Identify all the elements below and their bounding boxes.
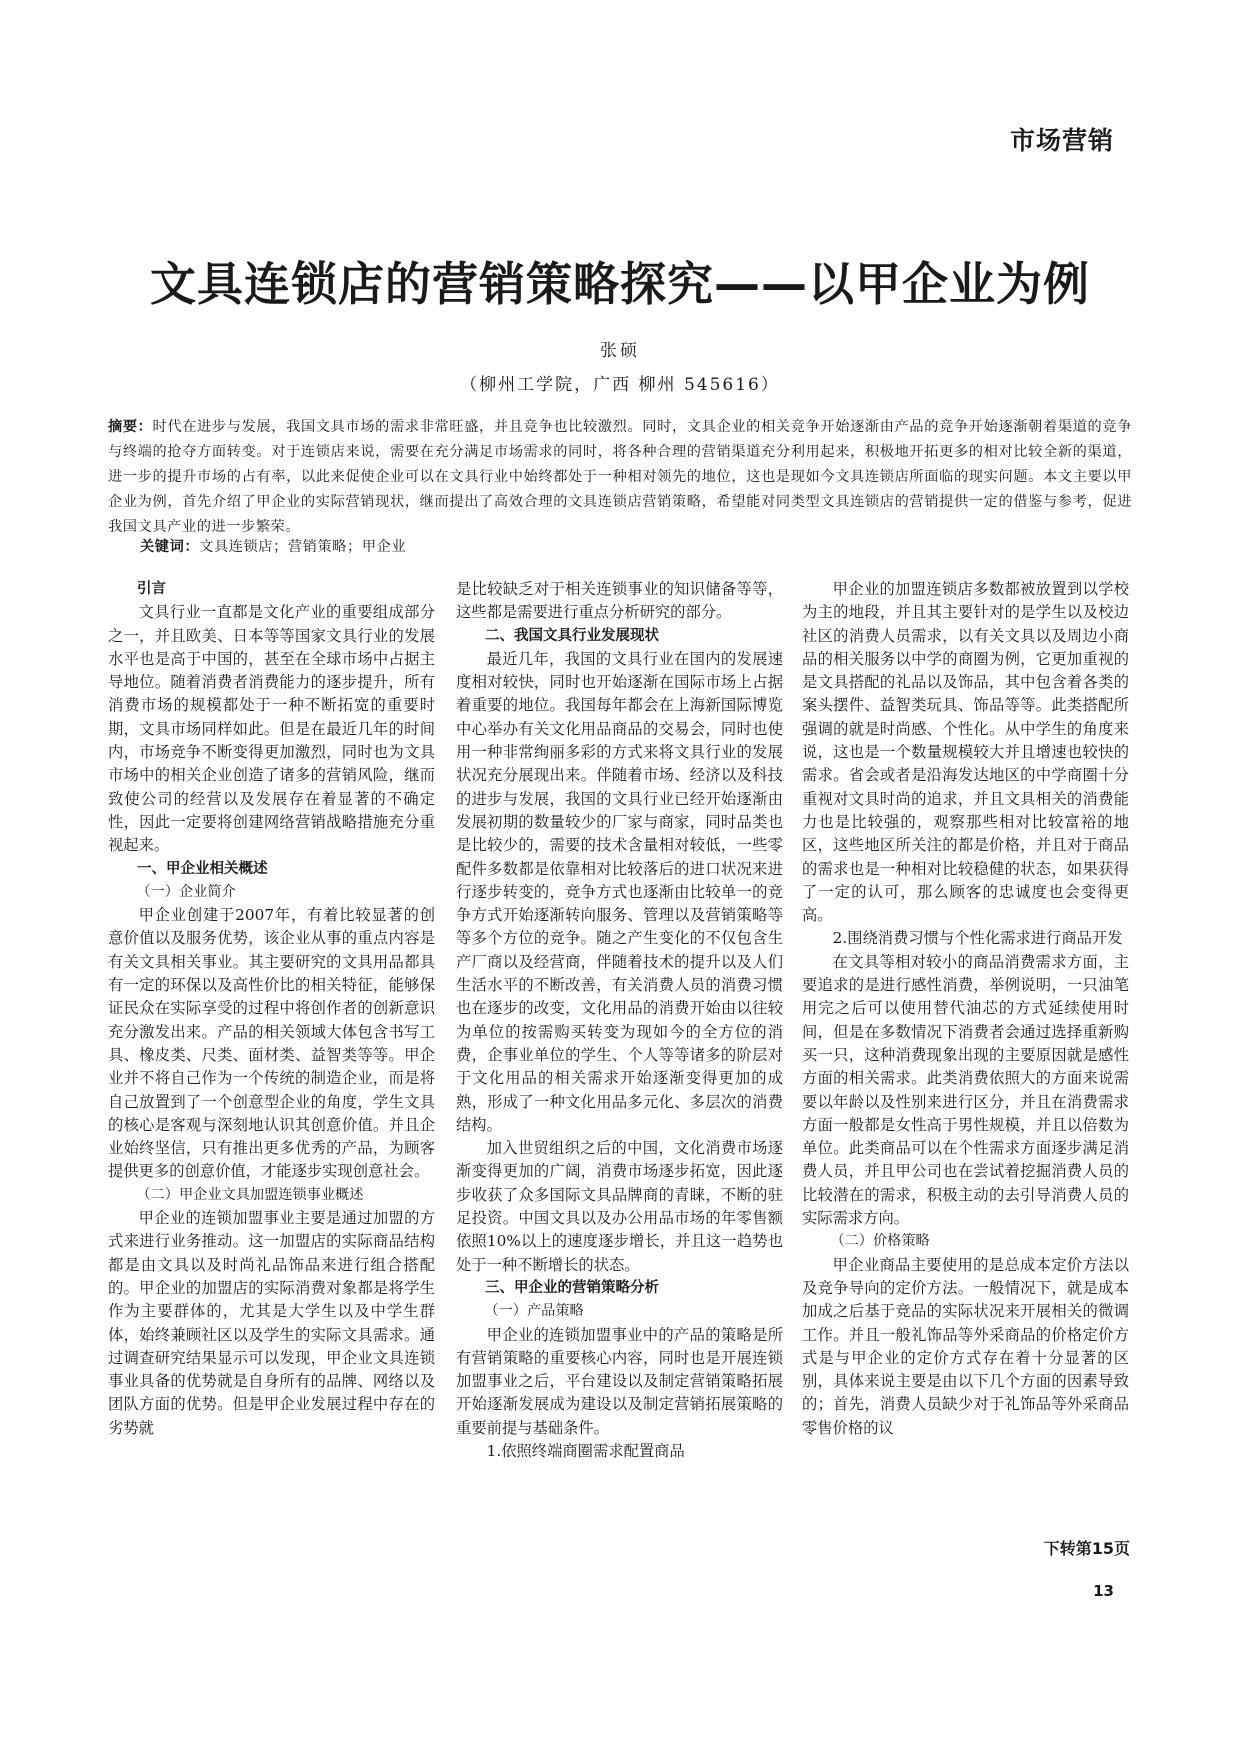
paragraph: 最近几年，我国的文具行业在国内的发展速度相对较快，同时也开始逐渐在国际市场上占据着重要的地位。我国每年都会在上海新国际博览中心举办有关文化用品商品的交易会，同时也使用一种非常绚丽多彩的方式来将文具行业的发展状况充分展现出来。伴随着市场、经济以及科技的进步与发展，我国的文具行业已经开始逐渐由发展初期的数量较少的厂家与商家，同时品类也是比较少的，需要的技术含量相对较低，一些零配件多数都是依靠相对比较落后的进口状况来进行逐步转变的，竞争方式也逐渐由比较单一的竞争方式开始逐渐转向服务、管理以及营销策略等等多个方位的竞争。随之产生变化的不仅包含生产厂商以及经营商，伴随着技术的提升以及人们生活水平的不断改善，有关消费人员的消费习惯也在逐步的改变，文化用品的消费开始由以往较为单位的按需购买转变为现如今的全方位的消费，企事业单位的学生、个人等等诸多的阶层对于文化用品的相关需求开始逐渐变得更加的成熟，形成了一种文化用品多元化、多层次的消费结构。 xyxy=(456,649,783,1134)
abstract-label: 摘要： xyxy=(108,419,153,435)
section-tag: 市场营销 xyxy=(1009,126,1114,155)
paragraph: 甲企业商品主要使用的是总成本定价方法以及竞争导向的定价方法。一般情况下，就是成本加成之后基于竞品的实际状况来开展相关的微调工作。并且一般礼饰品等外采商品的价格定价方式是与甲企业的定价方式存在着十分显著的区别，具体来说主要是由以下几个方面的因素导致的；首先，消费人员缺少对于礼饰品等外采商品零售价格的议 xyxy=(802,1255,1129,1437)
section-heading: 二、我国文具行业发展现状 xyxy=(485,627,659,644)
keywords xyxy=(140,536,406,556)
paragraph: 加入世贸组织之后的中国，文化消费市场逐渐变得更加的广阔，消费市场逐步拓宽，因此逐步收获了众多国际文具品牌商的青睐，不断的驻足投资。中国文具以及办公用品市场的年零售额依照10%以上的速度逐步增长，并且这一趋势也处于一种不断增长的状态。 xyxy=(456,1139,783,1274)
body-column-3 xyxy=(802,578,1129,1440)
paragraph: 1.依照终端商圈需求配置商品 xyxy=(486,1441,685,1460)
body-column-2 xyxy=(456,578,783,1463)
paragraph: 在文具等相对较小的商品消费需求方面，主要追求的是进行感性消费，举例说明，一只油笔用完之后可以使用替代油芯的方式延续使用时间，但是在多数情况下消费者会通过选择重新购买一只，这种消费现象出现的主要原因就是感性方面的相关需求。此类消费依照大的方面来说需要以年龄以及性别来进行区分，并且在消费需求方面一般都是女性高于男性规模，并且以倍数为单位。此类商品可以在个性需求方面逐步满足消费人员，并且甲公司也在尝试着挖掘消费人员的比较潜在的需求，积极主动的去引导消费人员的实际需求方向。 xyxy=(802,952,1129,1228)
subsection-heading: （一）企业简介 xyxy=(136,883,236,900)
page-number: 13 xyxy=(1093,1582,1114,1600)
section-heading: 一、甲企业相关概述 xyxy=(137,860,268,877)
abstract xyxy=(108,415,1132,540)
paragraph: 2.围绕消费习惯与个性化需求进行商品开发 xyxy=(832,929,1123,948)
author: 张硕 xyxy=(600,341,640,361)
abstract-text: 时代在进步与发展，我国文具市场的需求非常旺盛，并且竞争也比较激烈。同时，文具企业的相关竞争开始逐渐由产品的竞争开始逐渐朝着渠道的竞争与终端的抢夺方面转变。对于连锁店来说，需要在充分满足市场需求的同时，将各种合理的营销渠道充分利用起来，积极地开拓更多的相对比较全新的渠道，进一步的提升市场的占有率，以此来促使企业可以在文具行业中始终都处于一种相对领先的地位，这也是现如今文具连锁店所面临的现实问题。本文主要以甲企业为例，首先介绍了甲企业的实际营销现状，继而提出了高效合理的文具连锁店营销策略，希望能对同类型文具连锁店的营销提供一定的借鉴与参考，促进我国文具产业的进一步繁荣。 xyxy=(108,419,1132,535)
paragraph: 甲企业的连锁加盟事业中的产品的策略是所有营销策略的重要核心内容，同时也是开展连锁加盟事业之后，平台建设以及制定营销策略拓展开始逐渐发展成为建设以及制定营销拓展策略的重要前提与基础条件。 xyxy=(456,1325,783,1437)
article-title: 文具连锁店的营销策略探究——以甲企业为例 xyxy=(150,257,1090,311)
subsection-heading: （二）价格策略 xyxy=(830,1233,930,1250)
paragraph: 甲企业的加盟连锁店多数都被放置到以学校为主的地段，并且其主要针对的是学生以及校边社区的消费人员需求，以有关文具以及周边小商品的相关服务以中学的商圈为例，它更加重视的是文具搭配的礼品以及饰品，其中包含着各类的案头摆件、益智类玩具、饰品等等。此类搭配所强调的就是时尚感、个性化。从中学生的角度来说，这也是一个数量规模较大并且增速也较快的需求。省会或者是沿海发达地区的中学商圈十分重视对文具时尚的追求，并且文具相关的消费能力也是比较强的，观察那些相对比较富裕的地区，这些地区所关注的都是价格，并且对于商品的需求也是一种相对比较稳健的状态，如果获得了一定的认可，那么顾客的忠诚度也会变得更高。 xyxy=(802,580,1129,925)
subsection-heading: （一）产品策略 xyxy=(484,1303,584,1320)
paragraph: 甲企业的连锁加盟事业主要是通过加盟的方式来进行业务推动。这一加盟店的实际商品结构都是由文具以及时尚礼品饰品来进行组合搭配的。甲企业的加盟店的实际消费对象都是将学生作为主要群体的，尤其是大学生以及中学生群体，始终兼顾社区以及学生的实际文具需求。通过调查研究结果显示可以发现，甲企业文具连锁事业具备的优势就是自身所有的品牌、网络以及团队方面的优势。但是甲企业发展过程中存在的劣势就 xyxy=(108,1209,435,1437)
paragraph: 文具行业一直都是文化产业的重要组成部分之一，并且欧美、日本等等国家文具行业的发展水平也是高于中国的，甚至在全球市场中占据主导地位。随着消费者消费能力的逐步提升，所有消费市场的规模都处于一种不断拓宽的重要时期，文具市场同样如此。但是在最近几年的时间内，市场竞争不断变得更加激烈，同时也为文具市场中的相关企业创造了诸多的营销风险，继而致使公司的经营以及发展存在着显著的不确定性，因此一定要将创建网络营销战略措施充分重视起来。 xyxy=(108,603,435,855)
section-heading: 引言 xyxy=(137,581,166,597)
continued-note: 下转第15页 xyxy=(1043,1539,1130,1558)
affiliation: （柳州工学院，广西 柳州 545616） xyxy=(460,375,780,395)
keywords-text: 文具连锁店；营销策略；甲企业 xyxy=(199,539,407,555)
keywords-label: 关键词： xyxy=(140,539,200,555)
body-column-1 xyxy=(108,578,435,1440)
paragraph: 是比较缺乏对于相关连锁事业的知识储备等等，这些都是需要进行重点分析研究的部分。 xyxy=(456,580,783,622)
paragraph: 甲企业创建于2007年，有着比较显著的创意价值以及服务优势，该企业从事的重点内容是有关文具相关事业。其主要研究的文具用品都具有一定的环保以及高性价比的相关特征，能够保证民众在实际享受的过程中将创作者的创新意识充分激发出来。产品的相关领域大体包含书写工具、橡皮类、尺类、面材类、益智类等等。甲企业并不将自己作为一个传统的制造企业，而是将自己放置到了一个创意型企业的角度，学生文具的核心是客观与深刻地认识其创意价值。并且企业始终坚信，只有推出更多优秀的产品，为顾客提供更多的创意价值，才能逐步实现创意社会。 xyxy=(108,906,435,1181)
section-heading: 三、甲企业的营销策略分析 xyxy=(485,1279,659,1296)
subsection-heading: （二）甲企业文具加盟连锁事业概述 xyxy=(136,1186,364,1203)
